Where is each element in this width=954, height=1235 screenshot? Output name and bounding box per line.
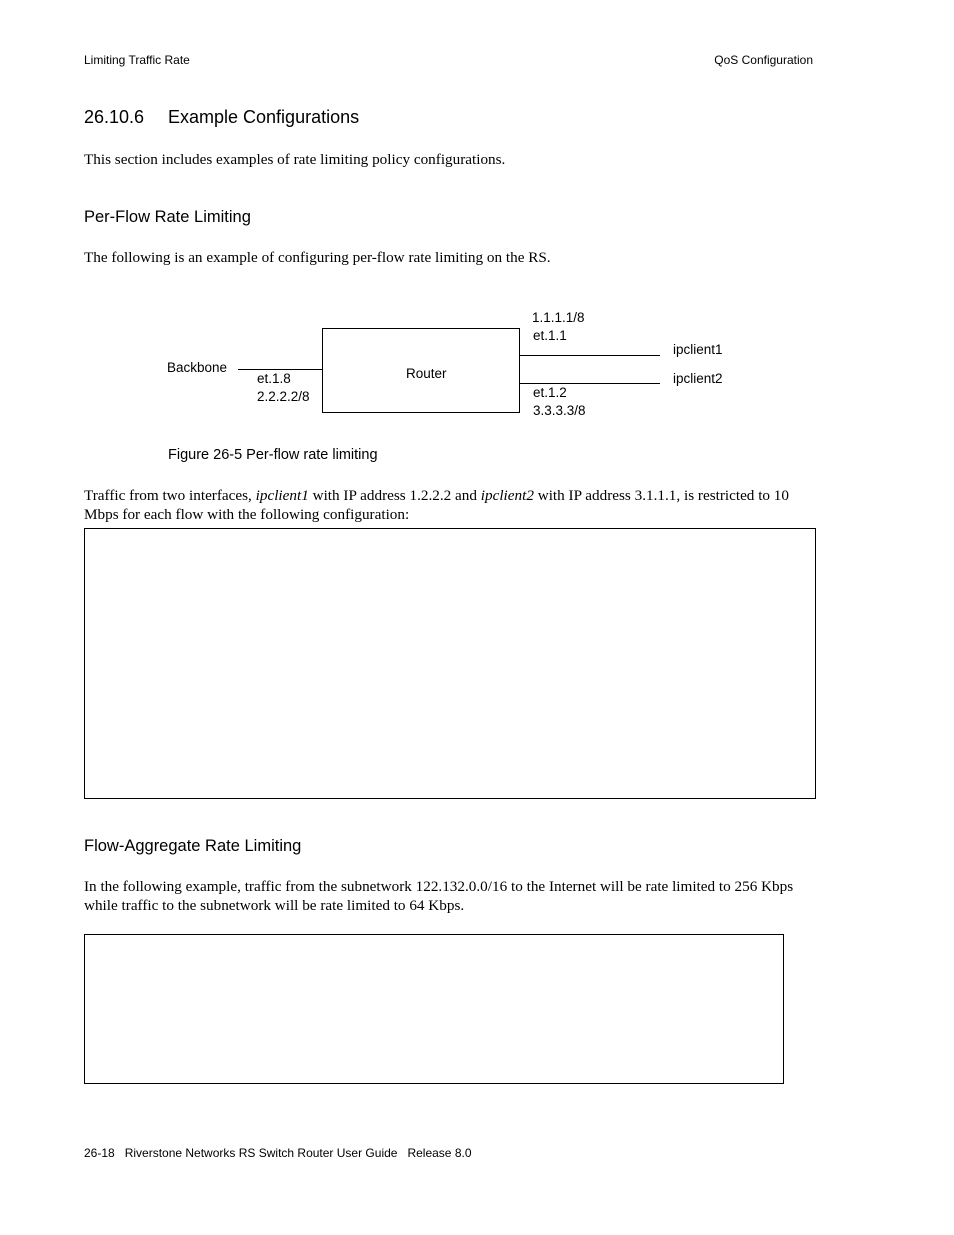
client2-link — [520, 383, 660, 384]
desc-text-2: with IP address 1.2.2.2 and — [308, 487, 481, 504]
flow-aggregate-config-box — [84, 934, 784, 1084]
ipclient1-label: ipclient1 — [673, 342, 723, 357]
bottom-ip-label: 3.3.3.3/8 — [533, 403, 586, 418]
section-title: Example Configurations — [168, 107, 360, 127]
desc-ipclient2: ipclient2 — [480, 487, 534, 504]
top-port-label: et.1.1 — [533, 328, 567, 343]
page-footer: 26-18 Riverstone Networks RS Switch Router User Guide Release 8.0 — [84, 1146, 472, 1160]
per-flow-config-box — [84, 528, 816, 799]
running-header-left: Limiting Traffic Rate — [84, 53, 190, 67]
section-number: 26.10.6 — [84, 107, 145, 127]
desc-text-3: with IP address 3.1.1.1, is restricted to 10 Mbps for each flow with the following configuration: — [84, 487, 789, 523]
running-header-right: QoS Configuration — [714, 53, 813, 67]
figure-caption: Figure 26-5 Per-flow rate limiting — [168, 447, 378, 463]
left-ip-label: 2.2.2.2/8 — [257, 389, 310, 404]
per-flow-description — [84, 486, 819, 524]
flow-aggregate-heading: Flow-Aggregate Rate Limiting — [84, 837, 302, 855]
per-flow-paragraph: The following is an example of configuring per-flow rate limiting on the RS. — [84, 249, 551, 266]
intro-paragraph: This section includes examples of rate limiting policy configurations. — [84, 151, 506, 168]
desc-text-1: Traffic from two interfaces, — [84, 487, 256, 504]
ipclient2-label: ipclient2 — [673, 371, 723, 386]
top-ip-label: 1.1.1.1/8 — [532, 310, 585, 325]
per-flow-heading: Per-Flow Rate Limiting — [84, 208, 251, 226]
desc-ipclient1: ipclient1 — [255, 487, 309, 504]
router-label: Router — [406, 366, 447, 381]
client1-link — [520, 355, 660, 356]
backbone-link — [238, 369, 322, 370]
flow-aggregate-paragraph: In the following example, traffic from the subnetwork 122.132.0.0/16 to the Internet will be rate limited to 256 Kbps while traffic to the subnetwork will be rate limited to 64 Kbps. — [84, 878, 794, 914]
backbone-label: Backbone — [167, 360, 228, 375]
bottom-port-label: et.1.2 — [533, 385, 567, 400]
left-port-label: et.1.8 — [257, 371, 291, 386]
